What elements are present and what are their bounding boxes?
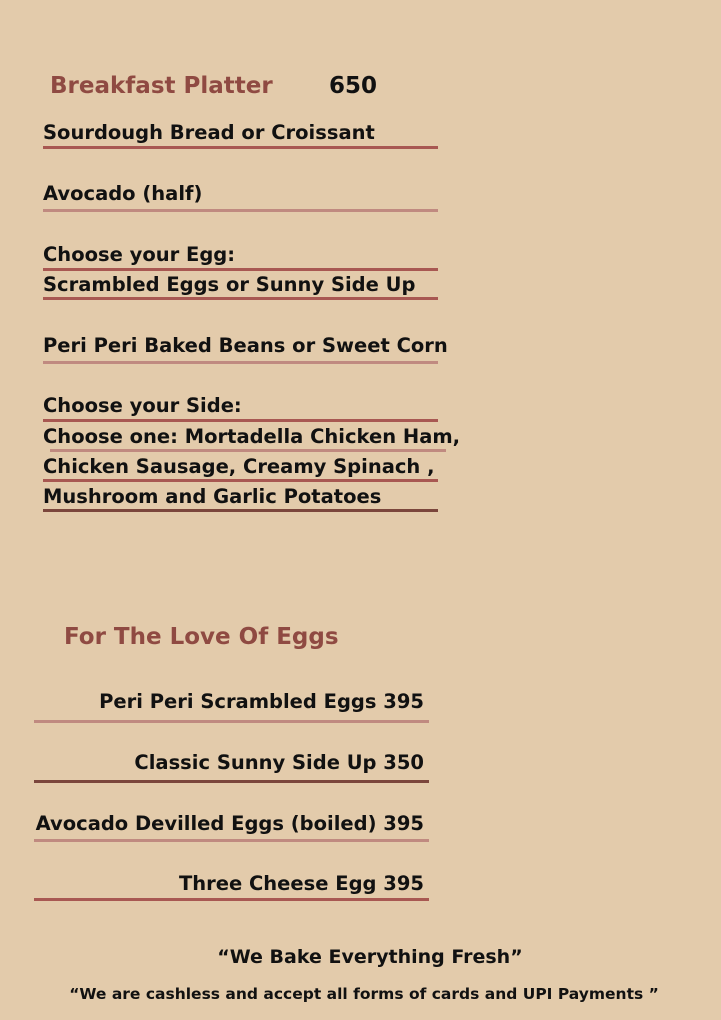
eggs-title: For The Love Of Eggs <box>64 624 339 650</box>
divider <box>43 268 438 271</box>
menu-line: Scrambled Eggs or Sunny Side Up <box>43 273 416 296</box>
divider <box>43 479 438 482</box>
divider <box>43 209 438 212</box>
payment-note: “We are cashless and accept all forms of cards and UPI Payments ” <box>69 985 659 1003</box>
menu-line: Mushroom and Garlic Potatoes <box>43 485 382 508</box>
divider <box>43 297 438 300</box>
divider <box>43 509 438 512</box>
egg-item: Avocado Devilled Eggs (boiled) 395 <box>35 812 424 835</box>
divider <box>43 146 438 149</box>
egg-item: Three Cheese Egg 395 <box>178 872 424 895</box>
egg-item: Classic Sunny Side Up 350 <box>134 751 424 774</box>
divider <box>34 780 429 783</box>
tagline: “We Bake Everything Fresh” <box>217 946 523 968</box>
breakfast-price: 650 <box>329 73 378 99</box>
menu-line: Choose your Side: <box>43 394 242 417</box>
menu-line: Peri Peri Baked Beans or Sweet Corn <box>43 334 448 357</box>
egg-item: Peri Peri Scrambled Eggs 395 <box>99 690 424 713</box>
menu-line: Avocado (half) <box>43 182 203 205</box>
menu-line: Sourdough Bread or Croissant <box>43 121 375 144</box>
menu-line: Choose one: Mortadella Chicken Ham, <box>43 425 461 448</box>
menu-line: Choose your Egg: <box>43 243 236 266</box>
divider <box>34 720 429 723</box>
divider <box>43 419 438 422</box>
menu-line: Chicken Sausage, Creamy Spinach , <box>43 455 435 478</box>
divider <box>50 449 446 452</box>
divider <box>43 361 438 364</box>
divider <box>34 839 429 842</box>
breakfast-title: Breakfast Platter <box>50 73 273 99</box>
divider <box>34 898 429 901</box>
